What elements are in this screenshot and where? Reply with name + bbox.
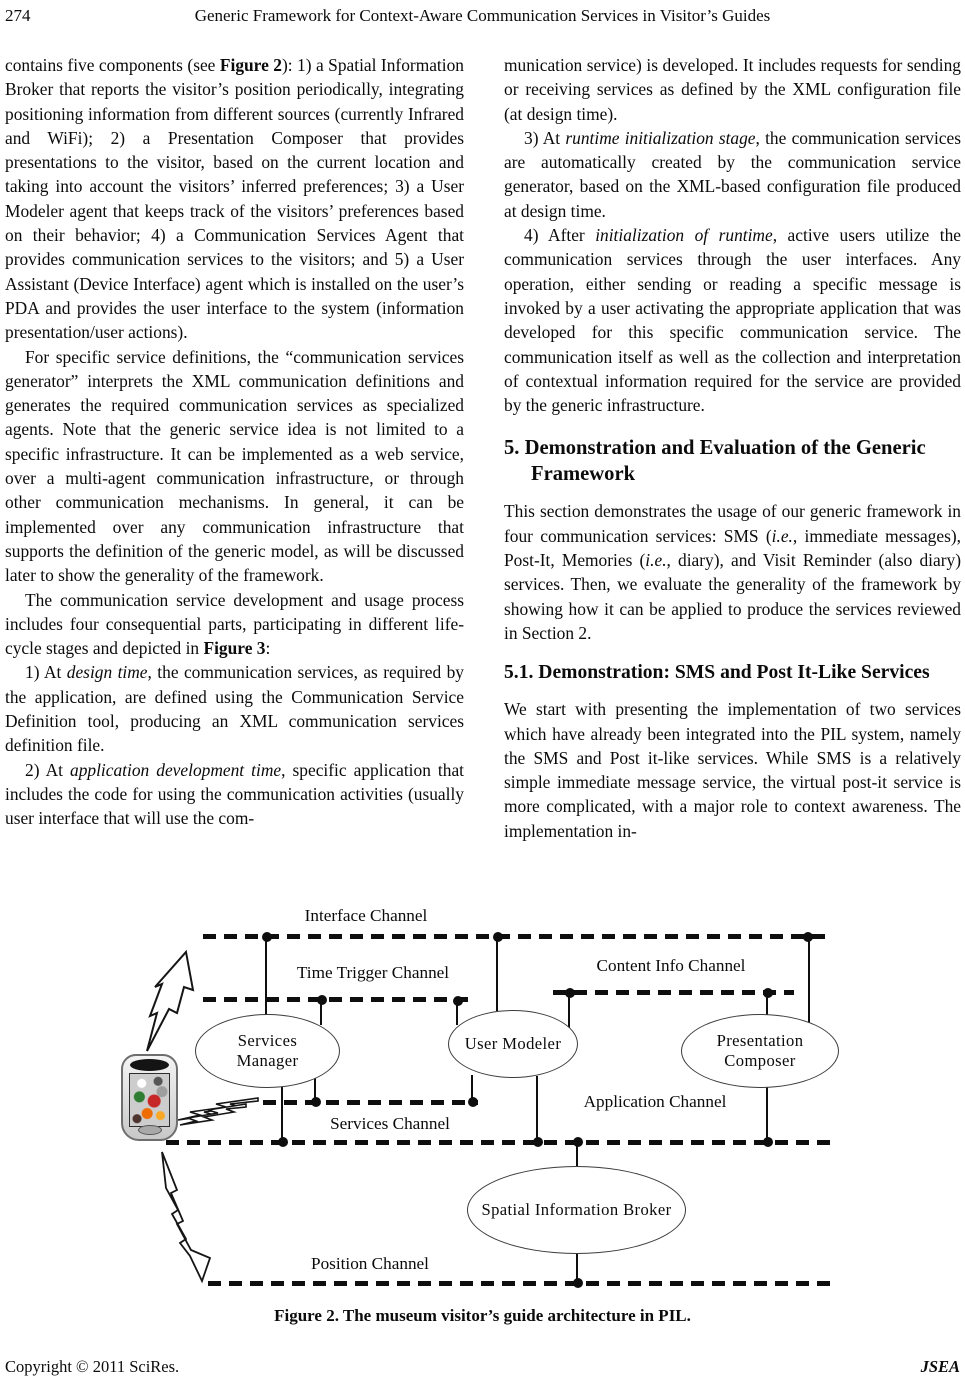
paragraph: We start with presenting the implementation of two services which have already been integrated into the PIL system, namely the SMS and Post it-like services. While SMS is a relatively simple immediate message service, the virtual post-it service is more complicated, with a major role to context awareness. The implementation in- <box>504 699 961 841</box>
paragraph: 3) At runtime initialization stage, the communication services are automatically created by the communication service generator, based on the XML-based configuration file produced at design time. <box>504 127 961 221</box>
connection-dot <box>573 1278 583 1288</box>
connection-dot <box>573 1137 583 1147</box>
connection-dot <box>453 996 463 1006</box>
interface-channel-label: Interface Channel <box>304 906 428 925</box>
paragraph: 4) After initialization of runtime, active users utilize the communication services through the user interfaces. Any operation, either sending or reading a specific message is invoked by a user activating the appropriate application that was developed for this specific communication service. The communication itself as well as the collection and interpretation of contextual information required for the service are provided by the generic infrastructure. <box>504 225 961 416</box>
node-label: Spatial Information Broker <box>481 1199 672 1219</box>
application-channel-line <box>166 1140 830 1145</box>
connection-dot <box>803 932 813 942</box>
connection-dot <box>763 1137 773 1147</box>
connector-line <box>808 939 810 1023</box>
connection-dot <box>565 988 575 998</box>
connector-line <box>536 1076 538 1142</box>
spatial-information-broker-node <box>467 1166 686 1254</box>
position-channel-label: Position Channel <box>311 1254 429 1273</box>
subsection-heading: 5.1. Demonstration: SMS and Post It-Like Services <box>504 662 930 684</box>
journal-name: JSEA <box>920 1357 960 1376</box>
node-label: Services Manager <box>236 1030 299 1070</box>
lightning-bolt-icon <box>147 952 193 1051</box>
services-channel-line <box>263 1100 478 1105</box>
lightning-bolt-icon <box>180 1104 246 1125</box>
application-channel-label: Application Channel <box>583 1092 727 1111</box>
paragraph: This section demonstrates the usage of our generic framework in four communication services: SMS (i.e., immediate messages), Post-It, Memories (i.e., diary), and Visit Reminder (also diary) services. Then, we evaluate the generality of the framework by showing how it can be applied to produce the services reviewed in Section 2. <box>504 501 961 643</box>
section-heading: 5. Demonstration and Evaluation of the Generic Framework <box>504 437 926 486</box>
paragraph: 1) At design time, the communication services, as required by the application, are defined using the Communication Service Definition tool, producing an XML communication services definition file. <box>5 662 464 756</box>
connection-dot <box>278 1137 288 1147</box>
services-manager-node <box>195 1014 340 1088</box>
pda-body <box>121 1054 178 1141</box>
connector-line <box>576 1144 578 1168</box>
paragraph: munication service) is developed. It includes requests for sending or receiving services as defined by the XML configuration file (at design time). <box>504 55 961 124</box>
services-channel-label: Services Channel <box>330 1114 450 1133</box>
connector-line <box>496 939 498 1011</box>
user-modeler-node <box>448 1010 578 1078</box>
connection-dot <box>533 1137 543 1147</box>
content-info-channel-line <box>553 990 794 995</box>
running-title: Generic Framework for Context-Aware Communication Services in Visitor’s Guides <box>194 6 771 25</box>
interface-channel-line <box>203 934 828 939</box>
connection-dot <box>311 1097 321 1107</box>
connector-line <box>568 995 570 1029</box>
paragraph: The communication service development and usage process includes four consequential parts, participating in different life-cycle stages and depicted in Figure 3: <box>5 589 464 659</box>
lightning-bolt-icon <box>162 1152 210 1281</box>
connector-line <box>766 995 768 1016</box>
pda-device <box>121 1054 178 1141</box>
connection-dot <box>763 988 773 998</box>
node-label: User Modeler <box>464 1033 562 1053</box>
copyright-text: Copyright © 2011 SciRes. <box>5 1357 180 1376</box>
right-column <box>504 53 961 843</box>
connector-line <box>281 1085 283 1142</box>
paragraph: contains five components (see Figure 2): 1) a Spatial Information Broker that reports the visitor’s position periodically, integrating positioning information from different sources (currently Infrared and WiFi); 2) a Presentation Composer that provides presentations to the visitor, based on the current location and taking into account the visitors’ inferred preferences; 3) a User Modeler agent that keeps track of the visitors’ preferences based on their behavior; 4) a Communication Services Agent that provides communication services to the visitors; and 5) a User Assistant (Device Interface) agent which is installed on the user’s PDA and provides the user interface to the system (information presentation/user actions). <box>5 55 464 343</box>
lightning-bolt-icon <box>178 1098 258 1120</box>
pda-button <box>138 1125 162 1135</box>
presentation-composer-node <box>681 1014 839 1088</box>
connector-line <box>265 939 267 1015</box>
figure-caption: Figure 2. The museum visitor’s guide architecture in PIL. <box>274 1306 691 1325</box>
time-trigger-channel-label: Time Trigger Channel <box>296 963 450 982</box>
node-label: Presentation Composer <box>716 1030 804 1070</box>
content-info-channel-label: Content Info Channel <box>596 956 746 975</box>
pda-screen <box>129 1073 170 1127</box>
connector-line <box>766 1086 768 1142</box>
page-number: 274 <box>5 6 31 25</box>
position-channel-line <box>208 1281 830 1286</box>
paragraph: 2) At application development time, specific application that includes the code for using the communication activities (usually user interface that will use the com- <box>5 759 465 829</box>
connection-dot <box>468 1097 478 1107</box>
connection-dot <box>493 932 503 942</box>
left-column <box>5 53 464 831</box>
connection-dot <box>262 932 272 942</box>
connector-line <box>456 1003 458 1025</box>
connection-dot <box>317 995 327 1005</box>
pda-speaker-bar <box>130 1059 169 1071</box>
paragraph: For specific service definitions, the “communication services generator” interprets the XML communication definitions and generates the required communication services as specialized agents. Note that the generic service idea is not limited to a specific infrastructure. It can be implemented as a web service, over a multi-agent communication infrastructure, or through other communication mechanisms. In general, it can be implemented over any communication infrastructure that supports the definition of the generic model, as will be discussed later to show the generality of the framework. <box>5 346 464 586</box>
page-footer <box>5 1357 960 1377</box>
time-trigger-channel-line <box>203 997 470 1002</box>
